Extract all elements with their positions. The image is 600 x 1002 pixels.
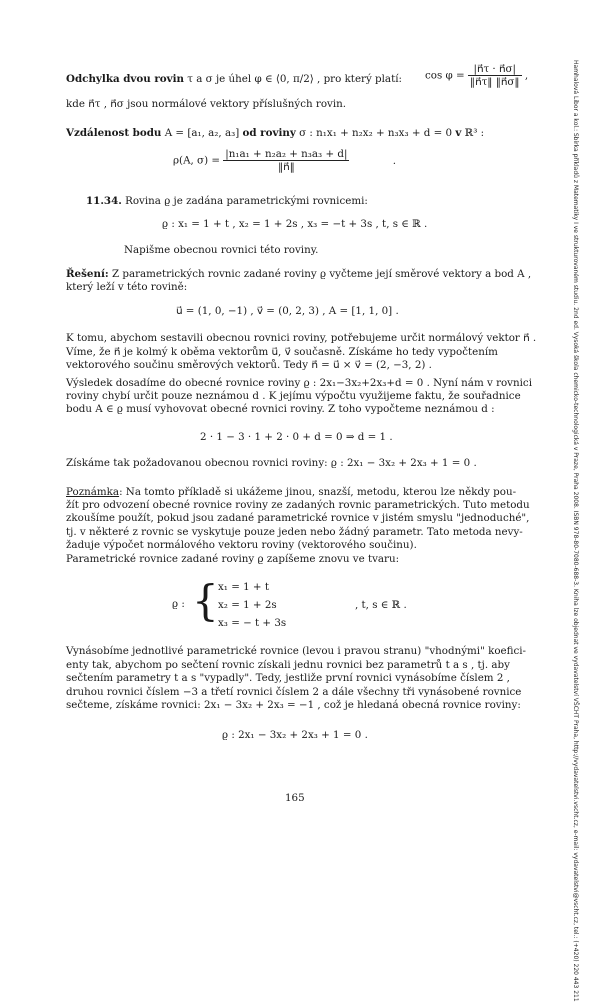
distance-formula	[173, 148, 396, 173]
angle-text: τ a σ je úhel φ ∈ ⟨0, π/2⟩ , pro který platí:	[187, 73, 402, 85]
method-line-3: sečtením parametry t a s "vypadly". Tedy, jestliže první rovnici vynásobíme číslem 2 ,	[66, 672, 510, 684]
final-equation: ϱ : 2x₁ − 3x₂ + 2x₃ + 1 = 0 .	[222, 729, 368, 741]
system-brace: {	[192, 576, 219, 625]
solution-line-2: který leží v této rovině:	[66, 281, 188, 293]
sidebar-citation	[570, 60, 579, 1002]
example-number: 11.34.	[86, 195, 122, 207]
page-number: 165	[285, 792, 305, 804]
paragraph-line-6: bodu A ∈ ϱ musí vyhovovat obecné rovnici roviny. Z toho vypočteme neznámou d :	[66, 403, 495, 415]
angle-formula-lhs: cos φ =	[425, 69, 465, 82]
example-intro	[86, 195, 368, 208]
note-label: Poznámka	[66, 486, 120, 498]
note-line-2: žít pro odvození obecné rovnice roviny ze zadaných rovnic parametrických. Tuto metodu	[66, 499, 530, 511]
parametric-equations: ϱ : x₁ = 1 + t , x₂ = 1 + 2s , x₃ = −t + 3s , t, s ∈ ℝ .	[162, 218, 428, 230]
paragraph-line-1: K tomu, abychom sestavili obecnou rovnici roviny, potřebujeme určit normálový vektor n⃗ .	[66, 332, 537, 344]
distance-heading-3: v	[455, 127, 462, 139]
solution-line-1	[66, 268, 531, 281]
system-row-2: x₂ = 1 + 2s	[218, 599, 277, 611]
example-task: Napišme obecnou rovnici této roviny.	[124, 244, 319, 256]
example-intro-text: Rovina ϱ je zadána parametrickými rovnicemi:	[125, 195, 368, 207]
distance-point: A = [a₁, a₂, a₃]	[164, 127, 240, 139]
system-row-3: x₃ = − t + 3s	[218, 617, 287, 629]
note-line-1	[66, 486, 516, 499]
distance-numerator: |n₁a₁ + n₂a₂ + n₃a₃ + d|	[225, 148, 348, 160]
note-text-1: : Na tomto příkladě si ukážeme jinou, snazší, metodu, kterou lze někdy pou-	[119, 486, 517, 498]
distance-definition-line	[66, 127, 484, 140]
note-line-6: Parametrické rovnice zadané roviny ϱ zapíšeme znovu ve tvaru:	[66, 553, 400, 565]
note-line-3: zkoušíme použít, pokud jsou zadané parametrické rovnice v jistém smyslu "jednoduché",	[66, 512, 530, 524]
angle-definition-line	[66, 73, 402, 86]
paragraph-line-2: Víme, že n⃗ je kolmý k oběma vektorům u⃗, v⃗ současně. Získáme ho tedy vypočtením	[66, 346, 498, 358]
system-lhs: ϱ :	[172, 598, 185, 610]
note-line-5: žaduje výpočet normálového vektoru roviny (vektorového součinu).	[66, 539, 417, 551]
method-line-4: druhou rovnici číslem −3 a třetí rovnici číslem 2 a dále všechny tři vynásobené rovnice	[66, 686, 522, 698]
direction-vectors: u⃗ = (1, 0, −1) , v⃗ = (0, 2, 3) , A = [1, 1, 0] .	[176, 305, 399, 317]
method-line-2: enty tak, abychom po sečtení rovnic získali jednu rovnici bez parametrů t a s , tj. aby	[66, 659, 510, 671]
paragraph-line-4: Výsledek dosadíme do obecné rovnice roviny ϱ : 2x₁−3x₂+2x₃+d = 0 . Nyní nám v rovnici	[66, 377, 532, 389]
solution-text-1: Z parametrických rovnic zadané roviny ϱ vyčteme její směrové vektory a bod A ,	[111, 268, 532, 280]
result-line: Získáme tak požadovanou obecnou rovnici roviny: ϱ : 2x₁ − 3x₂ + 2x₃ + 1 = 0 .	[66, 457, 477, 469]
distance-heading: Vzdálenost bodu	[66, 127, 162, 139]
sidebar-text: Hamhalová Libor a kol.: Sbírka příkladů z Matematiky I ve strukturovaném studiu. 2nd ed. Vysoká škola chemicko-technologická v Praze, Praha 2008. ISBN 978-80-7080-688-3. Kniha lze objednat ve vydavatelství VŠCHT Praha, http://vydavatelstvi.vscht.cz, e-mail: vydavatelstvi@vscht.cz, tel.: (+420) 220 443 211	[572, 60, 579, 1002]
distance-dot: .	[392, 154, 396, 167]
paragraph-line-5: roviny chybí určit pouze neznámou d . K jejímu výpočtu využijeme faktu, že souřadnice	[66, 390, 521, 402]
angle-numerator: |n⃗τ · n⃗σ|	[468, 63, 522, 76]
note-line-4: tj. v některé z rovnic se vyskytuje pouze jeden nebo žádný parametr. Tato metoda nevy-	[66, 526, 523, 538]
angle-formula: cos φ = $\frac{|n⃗\tau \cdot n⃗\sigma|}{‖n⃗\tau‖ ‖n⃗\sigma‖}$ ,	[425, 63, 529, 88]
distance-heading-2: od roviny	[242, 127, 296, 139]
distance-space: ℝ³ :	[464, 127, 485, 139]
distance-fraction	[223, 148, 349, 173]
distance-denominator: ‖n⃗‖	[277, 161, 295, 173]
system-tail: , t, s ∈ ℝ .	[355, 599, 407, 611]
system-row-1: x₁ = 1 + t	[218, 581, 269, 593]
distance-formula-lhs: ρ(A, σ) =	[173, 154, 220, 167]
solution-label: Řešení:	[66, 268, 109, 280]
angle-denominator: ‖n⃗τ‖ ‖n⃗σ‖	[469, 76, 520, 88]
calculation-equation: 2 · 1 − 3 · 1 + 2 · 0 + d = 0 ⇒ d = 1 .	[200, 431, 393, 443]
paragraph-line-3: vektorového součinu směrových vektorů. Tedy n⃗ = u⃗ × v⃗ = (2, −3, 2) .	[66, 359, 432, 371]
method-line-5: sečteme, získáme rovnici: 2x₁ − 3x₂ + 2x₃ = −1 , což je hledaná obecná rovnice roviny:	[66, 699, 521, 711]
angle-where-line: kde n⃗τ , n⃗σ jsou normálové vektory příslušných rovin.	[66, 98, 347, 110]
method-line-1: Vynásobíme jednotlivé parametrické rovnice (levou i pravou stranu) "vhodnými" koefici-	[66, 645, 527, 657]
angle-fraction	[468, 63, 522, 88]
angle-heading: Odchylka dvou rovin	[66, 73, 185, 85]
distance-plane: σ : n₁x₁ + n₂x₂ + n₃x₃ + d = 0	[299, 127, 453, 139]
